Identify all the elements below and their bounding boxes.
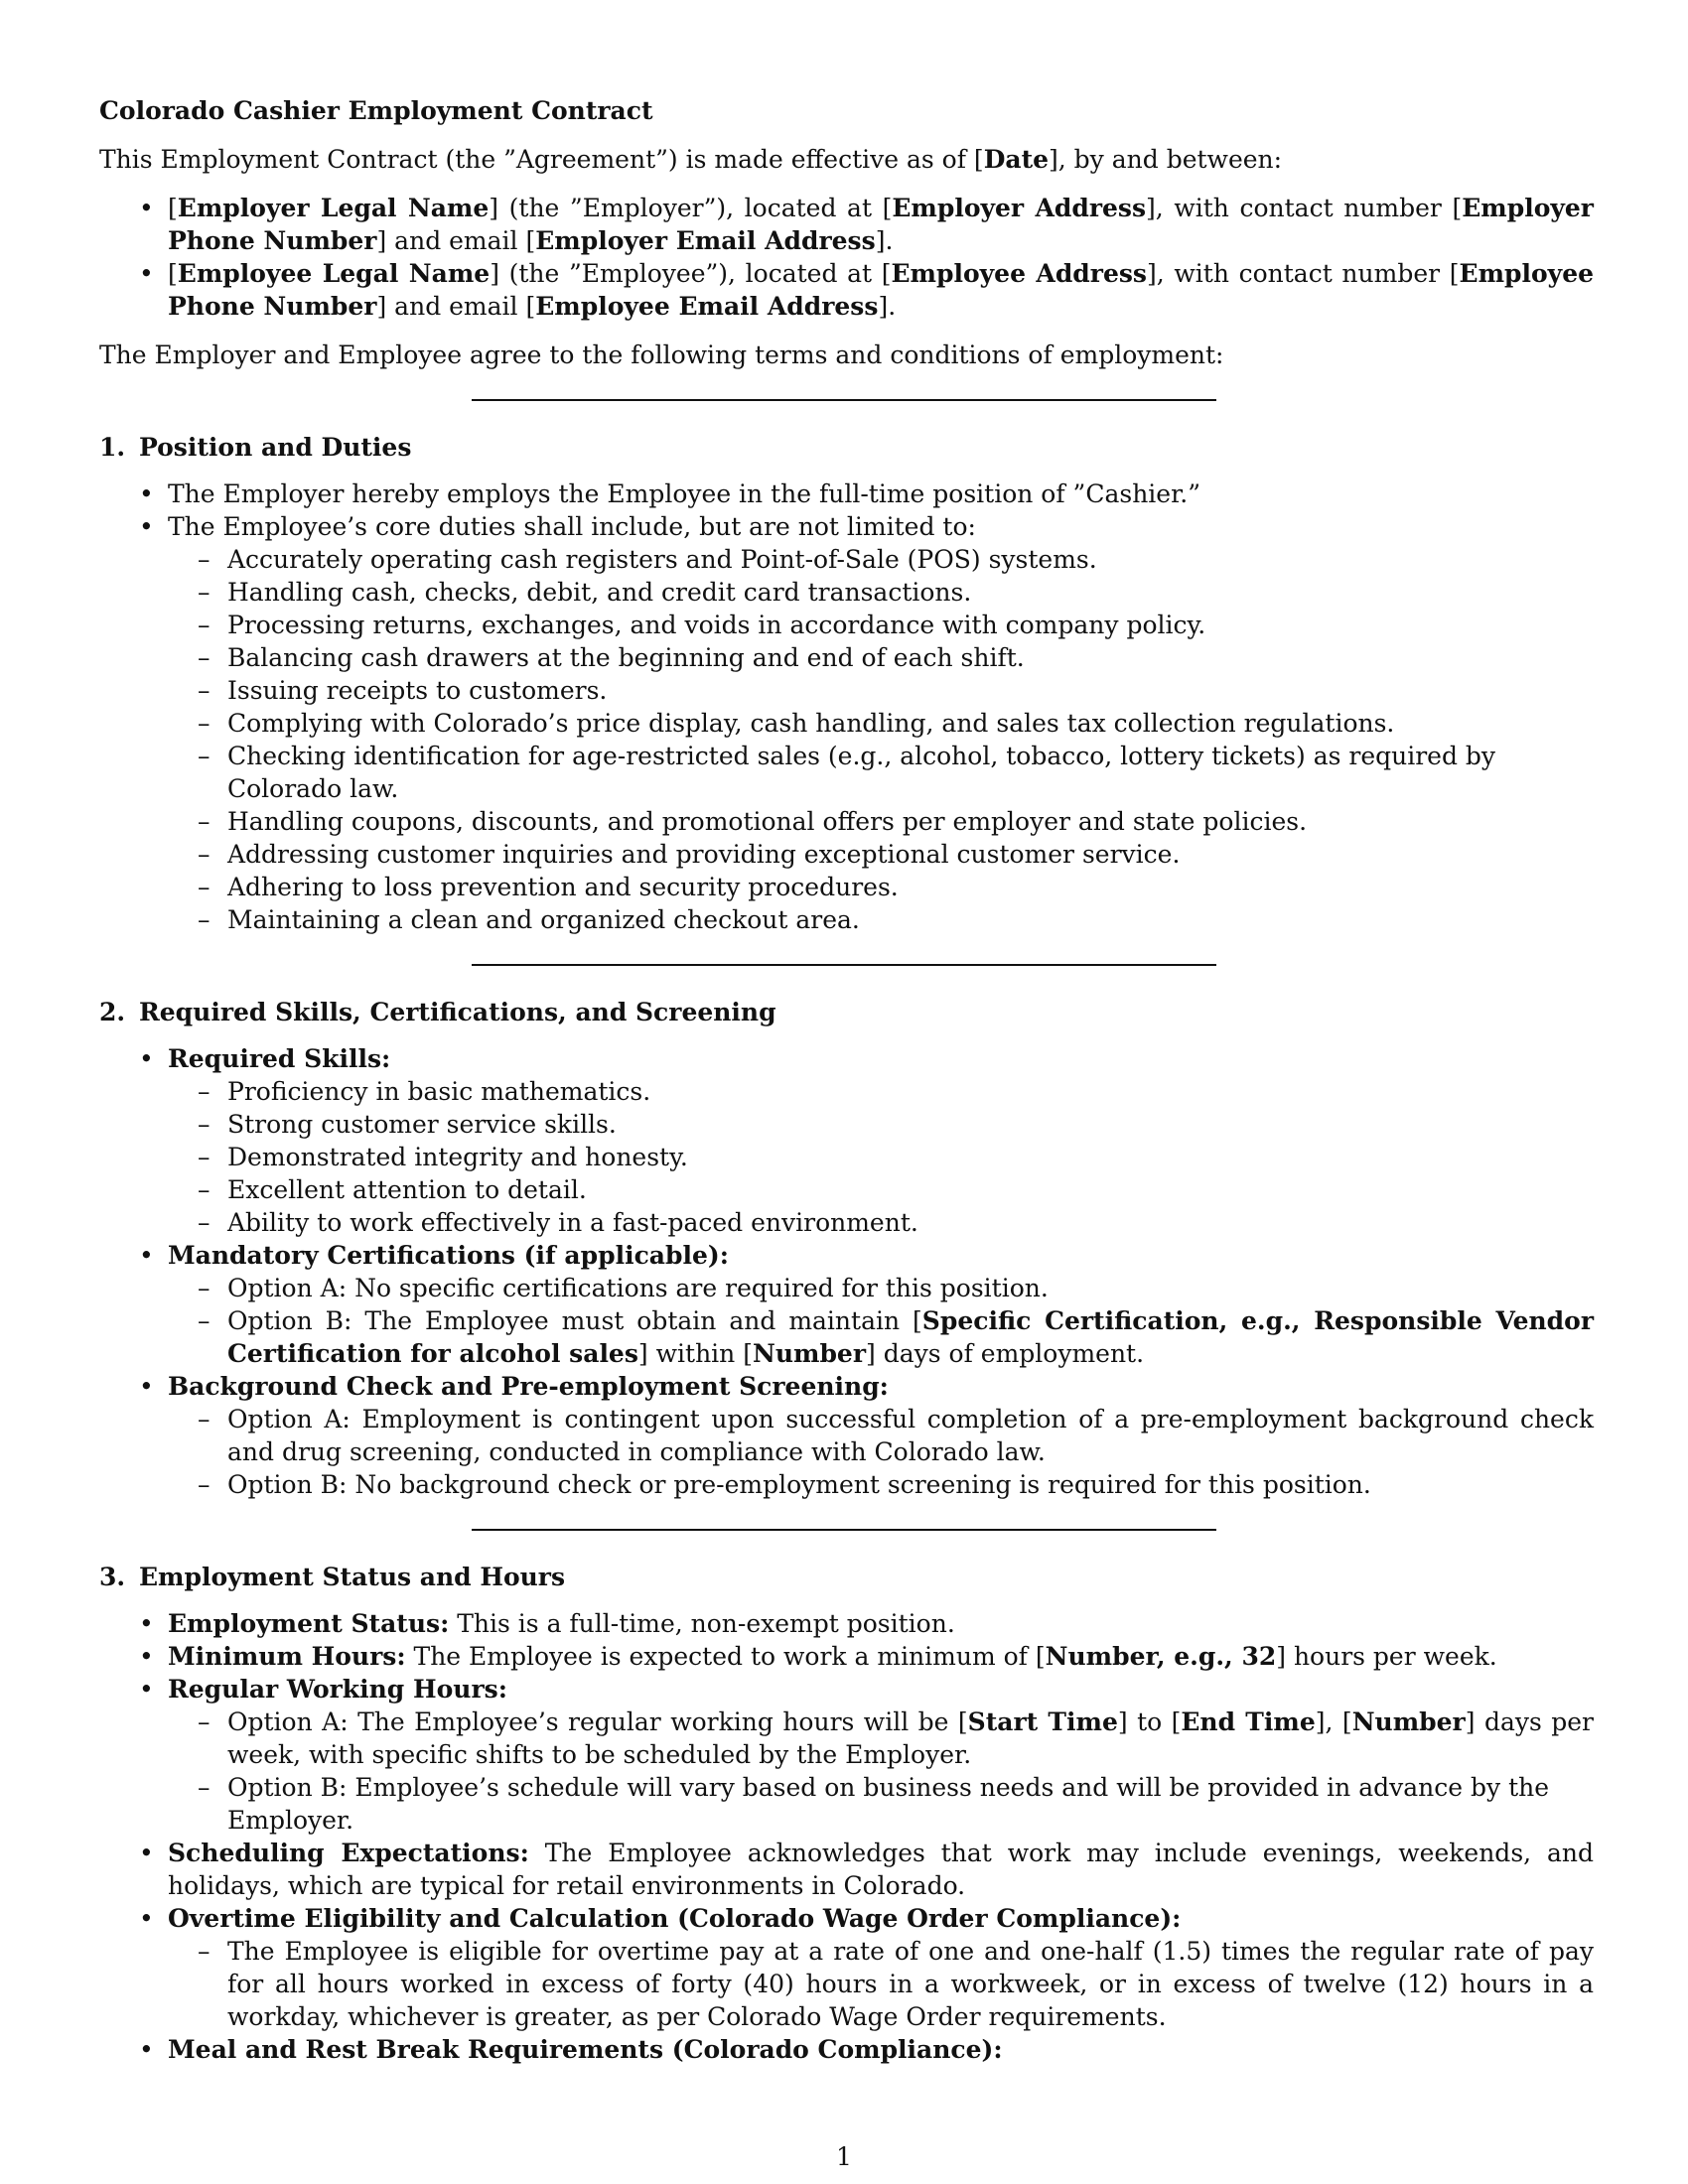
employee-party-item: • [Employee Legal Name] (the ”Employee”), located at [Employee Address], with contact number [Employee Phone Number] and email [Employee Email Address].: [99, 257, 1594, 323]
agreement-terms-paragraph: The Employer and Employee agree to the following terms and conditions of employment:: [99, 341, 1224, 369]
position-duties-list: [99, 478, 1594, 936]
duty-item: – Maintaining a clean and organized checkout area.: [168, 903, 1594, 936]
section-divider: [472, 1529, 1216, 1531]
document-title: Colorado Cashier Employment Contract: [99, 96, 653, 125]
duty-item: – Checking identification for age-restricted sales (e.g., alcohol, tobacco, lottery tickets) as required by Colorado law.: [168, 740, 1594, 805]
duty-item: – Handling cash, checks, debit, and credit card transactions.: [168, 576, 1594, 609]
background-check-sublist: [168, 1403, 1594, 1501]
option-item: – Option B: No background check or pre-employment screening is required for this position.: [168, 1468, 1594, 1501]
skills-sublist: [168, 1075, 1594, 1239]
status-hours-list: [99, 1607, 1594, 2066]
section-heading-position-duties: 1. Position and Duties: [99, 433, 412, 462]
certifications-sublist: [168, 1272, 1594, 1370]
skill-item: – Demonstrated integrity and honesty.: [168, 1141, 1594, 1173]
duty-item: – Issuing receipts to customers.: [168, 674, 1594, 707]
duty-item: – Adhering to loss prevention and security procedures.: [168, 871, 1594, 903]
intro-paragraph: This Employment Contract (the ”Agreement”) is made effective as of [Date], by and between:: [99, 145, 1283, 174]
section-heading-status-hours: 3. Employment Status and Hours: [99, 1563, 566, 1591]
parties-list: [99, 192, 1594, 323]
section-heading-skills-certifications: 2. Required Skills, Certifications, and Screening: [99, 998, 776, 1026]
option-item: – Option B: The Employee must obtain and maintain [Specific Certification, e.g., Responsible Vendor Certification for alcohol sales] within [Number] days of employment.: [168, 1304, 1594, 1370]
list-item: • Minimum Hours: The Employee is expected to work a minimum of [Number, e.g., 32] hours per week.: [99, 1640, 1594, 1673]
list-item: • The Employer hereby employs the Employee in the full-time position of ”Cashier.”: [99, 478, 1594, 510]
skill-item: – Ability to work effectively in a fast-paced environment.: [168, 1206, 1594, 1239]
list-item: • Employment Status: This is a full-time, non-exempt position.: [99, 1607, 1594, 1640]
option-item: – Option B: Employee’s schedule will vary based on business needs and will be provided in advance by the Employer.: [168, 1771, 1594, 1837]
duty-item: – Processing returns, exchanges, and voids in accordance with company policy.: [168, 609, 1594, 641]
duty-item: – Addressing customer inquiries and providing exceptional customer service.: [168, 838, 1594, 871]
list-item: • Overtime Eligibility and Calculation (Colorado Wage Order Compliance): – The Employee is eligible for overtime pay at a rate of one and one-half (1.5) times the regular rate of pay for all hours worked in excess of forty (40) hours in a workweek, or in excess of twelve (12) hours in a workday, whichever is greater, as per Colorado Wage Order requirements.: [99, 1902, 1594, 2033]
skill-item: – Proficiency in basic mathematics.: [168, 1075, 1594, 1108]
duties-sublist: [168, 543, 1594, 936]
page-number: 1: [836, 2142, 852, 2171]
overtime-sublist: [168, 1935, 1594, 2033]
date-placeholder: Date: [983, 145, 1050, 174]
duty-item: – Complying with Colorado’s price display, cash handling, and sales tax collection regulations.: [168, 707, 1594, 740]
working-hours-sublist: [168, 1706, 1594, 1837]
duty-item: – Balancing cash drawers at the beginning and end of each shift.: [168, 641, 1594, 674]
option-item: – Option A: The Employee’s regular working hours will be [Start Time] to [End Time], [Number] days per week, with specific shifts to be scheduled by the Employer.: [168, 1706, 1594, 1771]
list-item: • Scheduling Expectations: The Employee acknowledges that work may include evenings, weekends, and holidays, which are typical for retail environments in Colorado.: [99, 1837, 1594, 1902]
document-page: [99, 94, 1594, 2082]
skill-item: – Excellent attention to detail.: [168, 1173, 1594, 1206]
list-item: • Regular Working Hours: – Option A: The Employee’s regular working hours will be [Start Time] to [End Time], [Number] days per week, with specific shifts to be scheduled by the Employer. – Option B: Employee’s schedule will vary based on business needs and will be provided in advance by the Employer.: [99, 1673, 1594, 1837]
section-divider: [472, 964, 1216, 966]
list-item: • Mandatory Certifications (if applicable): – Option A: No specific certifications are required for this position. – Option B: The Employee must obtain and maintain [Specific Certification, e.g., Responsible Vendor Certification for alcohol sales] within [Number] days of employment.: [99, 1239, 1594, 1370]
list-item: • Required Skills: – Proficiency in basic mathematics. – Strong customer service skills. – Demonstrated integrity and honesty. – Excellent attention to detail. – Ability to work effectively in a fast-paced environment.: [99, 1042, 1594, 1239]
option-item: – Option A: Employment is contingent upon successful completion of a pre-employment background check and drug screening, conducted in compliance with Colorado law.: [168, 1403, 1594, 1468]
option-item: – The Employee is eligible for overtime pay at a rate of one and one-half (1.5) times the regular rate of pay for all hours worked in excess of forty (40) hours in a workweek, or in excess of twelve (12) hours in a workday, whichever is greater, as per Colorado Wage Order requirements.: [168, 1935, 1594, 2033]
duty-item: – Accurately operating cash registers and Point-of-Sale (POS) systems.: [168, 543, 1594, 576]
option-item: – Option A: No specific certifications are required for this position.: [168, 1272, 1594, 1304]
list-item: • The Employee’s core duties shall include, but are not limited to: – Accurately operating cash registers and Point-of-Sale (POS) systems. – Handling cash, checks, debit, and credit card transactions. – Processing returns, exchanges, and voids in accordance with company policy. – Balancing cash drawers at the beginning and end of each shift. – Issuing receipts to customers. – Complying with Colorado’s price display, cash handling, and sales tax collection regulations. – Checking identification for age-restricted sales (e.g., alcohol, tobacco, lottery tickets) as required by Colorado law. – Handling coupons, discounts, and promotional offers per employer and state policies. – Addressing customer inquiries and providing exceptional customer service. – Adhering to loss prevention and security procedures. – Maintaining a clean and organized checkout area.: [99, 510, 1594, 936]
section-divider: [472, 399, 1216, 401]
list-item: • Background Check and Pre-employment Screening: – Option A: Employment is contingent upon successful completion of a pre-employment background check and drug screening, conducted in compliance with Colorado law. – Option B: No background check or pre-employment screening is required for this position.: [99, 1370, 1594, 1501]
skill-item: – Strong customer service skills.: [168, 1108, 1594, 1141]
duty-item: – Handling coupons, discounts, and promotional offers per employer and state policies.: [168, 805, 1594, 838]
skills-certifications-list: [99, 1042, 1594, 1501]
employer-party-item: • [Employer Legal Name] (the ”Employer”), located at [Employer Address], with contact number [Employer Phone Number] and email [Employer Email Address].: [99, 192, 1594, 257]
list-item: • Meal and Rest Break Requirements (Colorado Compliance):: [99, 2033, 1594, 2066]
